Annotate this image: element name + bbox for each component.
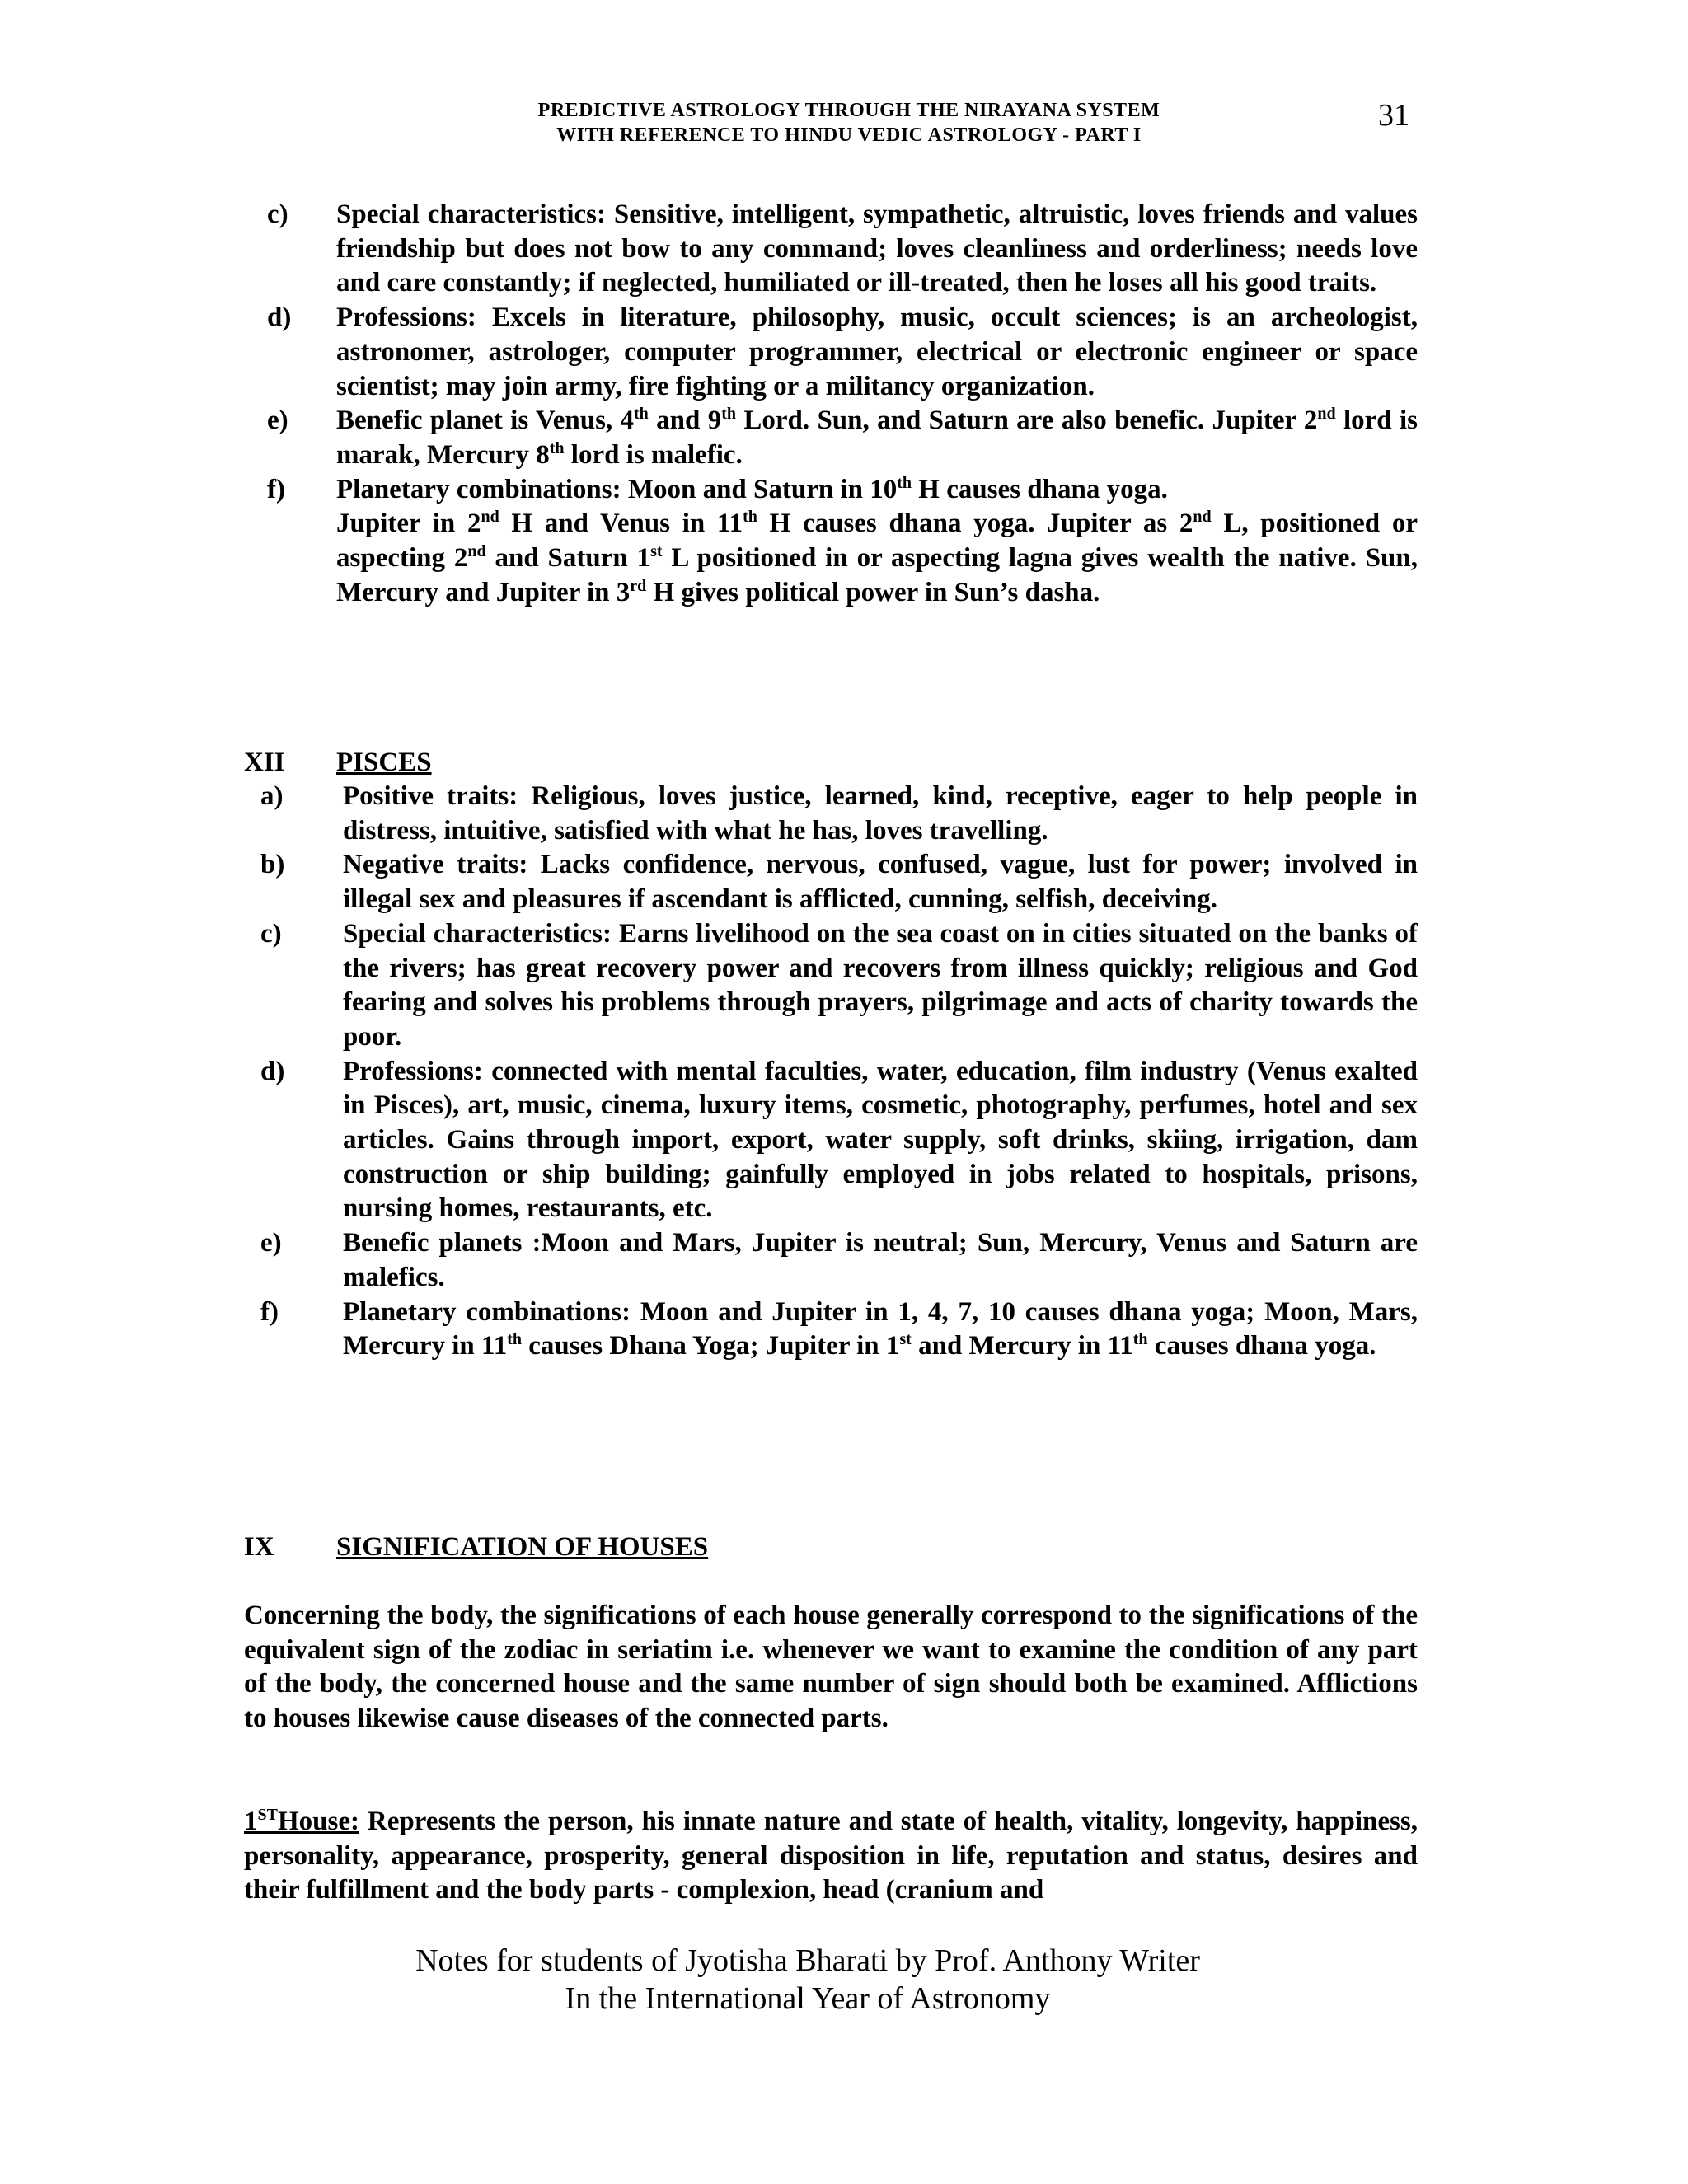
- list-item-text: Negative traits: Lacks confidence, nervous, confused, vague, lust for power; involved in illegal sex and pleasures if ascendant is afflicted, cunning, selfish, deceiving.: [343, 850, 1418, 915]
- list-item-text: Professions: connected with mental faculties, water, education, film industry (Venus exalted in Pisces), art, music, cinema, luxury items, cosmetic, photography, perfumes, hotel and sex articles. Gains through import, export, water supply, soft drinks, skiing, irrigation, dam construction or ship building; gainfully employed in jobs related to hospitals, prisons, nursing homes, restaurants, etc.: [343, 1056, 1418, 1224]
- section-number: XII: [244, 748, 285, 777]
- page-number: 31: [1378, 98, 1409, 133]
- list-item-text: Benefic planets :Moon and Mars, Jupiter is neutral; Sun, Mercury, Venus and Saturn are malefics.: [343, 1228, 1418, 1292]
- list-marker: c): [267, 199, 288, 229]
- list-marker: e): [260, 1228, 282, 1258]
- list-item-text: Planetary combinations: Moon and Saturn in 10th H causes dhana yoga.: [336, 473, 1168, 504]
- list-item: [244, 780, 1418, 848]
- first-house-paragraph: [244, 1805, 1418, 1908]
- list-item: [244, 1296, 1418, 1364]
- footer-line-1: Notes for students of Jyotisha Bharati by Prof. Anthony Writer: [415, 1943, 1200, 1978]
- section-title: SIGNIFICATION OF HOUSES: [336, 1532, 709, 1562]
- list-item-text: Planetary combinations: Moon and Jupiter in 1, 4, 7, 10 causes dhana yoga; Moon, Mars, Mercury in 11th causes Dhana Yoga; Jupiter in 1st and Mercury in 11th causes dhana yoga.: [343, 1296, 1418, 1361]
- list-marker: b): [260, 850, 285, 880]
- first-house-label: 1STHouse:: [244, 1806, 359, 1836]
- list-marker: e): [267, 405, 288, 436]
- houses-intro-paragraph: Concerning the body, the significations of each house generally correspond to the significations of the equivalent sign of the zodiac in seriatim i.e. whenever we want to examine the condition of any part of the body, the concerned house and the same number of sign should both be examined. Afflictions to houses likewise cause diseases of the connected parts.: [244, 1601, 1418, 1734]
- section-title: PISCES: [336, 748, 432, 777]
- continued-sign-list: [244, 198, 1418, 610]
- section-number: IX: [244, 1532, 274, 1562]
- section-heading-pisces: [244, 745, 432, 780]
- list-item-text-continued: Jupiter in 2nd H and Venus in 11th H causes dhana yoga. Jupiter as 2nd L, positioned or aspecting 2nd and Saturn 1st L positioned in or aspecting lagna gives wealth the native. Sun, Mercury and Jupiter in 3rd H gives political power in Sun’s dasha.: [336, 508, 1418, 607]
- list-item-text: Benefic planet is Venus, 4th and 9th Lord. Sun, and Saturn are also benefic. Jupiter 2nd lord is marak, Mercury 8th lord is malefic.: [336, 405, 1418, 470]
- list-marker: d): [267, 302, 292, 333]
- list-item: [244, 404, 1418, 472]
- list-marker: c): [260, 918, 282, 949]
- list-item-text: Positive traits: Religious, loves justice, learned, kind, receptive, eager to help people in distress, intuitive, satisfied with what he has, loves travelling.: [343, 781, 1418, 846]
- header-line-1: PREDICTIVE ASTROLOGY THROUGH THE NIRAYANA SYSTEM: [537, 100, 1160, 121]
- first-house-text: Represents the person, his innate nature and state of health, vitality, longevity, happiness, personality, appearance, prosperity, general disposition in life, reputation and status, desires and their fulfillment and the body parts - complexion, head (cranium and: [244, 1807, 1418, 1905]
- section-heading-houses: [244, 1530, 708, 1564]
- header-line-2: WITH REFERENCE TO HINDU VEDIC ASTROLOGY - PART I: [556, 124, 1142, 146]
- list-item: [244, 917, 1418, 1055]
- list-item-text: Professions: Excels in literature, philosophy, music, occult sciences; is an archeologist, astronomer, astrologer, computer programmer, electrical or electronic engineer or space scientist; may join army, fire fighting or a militancy organization.: [336, 302, 1418, 401]
- running-header: [412, 98, 1286, 148]
- list-item: [244, 848, 1418, 916]
- list-marker: f): [267, 474, 285, 504]
- list-item: [244, 1055, 1418, 1227]
- pisces-list: [244, 780, 1418, 1364]
- list-item-text: Special characteristics: Earns livelihood on the sea coast on in cities situated on the banks of the rivers; has great recovery power and recovers from illness quickly; religious and God fearing and solves his problems through prayers, pilgrimage and acts of charity towards the poor.: [343, 918, 1418, 1052]
- list-item-text: Special characteristics: Sensitive, intelligent, sympathetic, altruistic, loves friends and values friendship but does not bow to any command; loves cleanliness and orderliness; needs love and care constantly; if neglected, humiliated or ill-treated, then he loses all his good traits.: [336, 199, 1418, 298]
- footer-line-2: In the International Year of Astronomy: [565, 1981, 1051, 2016]
- list-marker: f): [260, 1296, 279, 1327]
- list-item: [244, 301, 1418, 404]
- list-item: [244, 473, 1418, 611]
- list-item: [244, 198, 1418, 301]
- list-marker: d): [260, 1056, 285, 1086]
- list-item: [244, 1226, 1418, 1295]
- page-footer: [313, 1942, 1302, 2018]
- list-marker: a): [260, 781, 284, 811]
